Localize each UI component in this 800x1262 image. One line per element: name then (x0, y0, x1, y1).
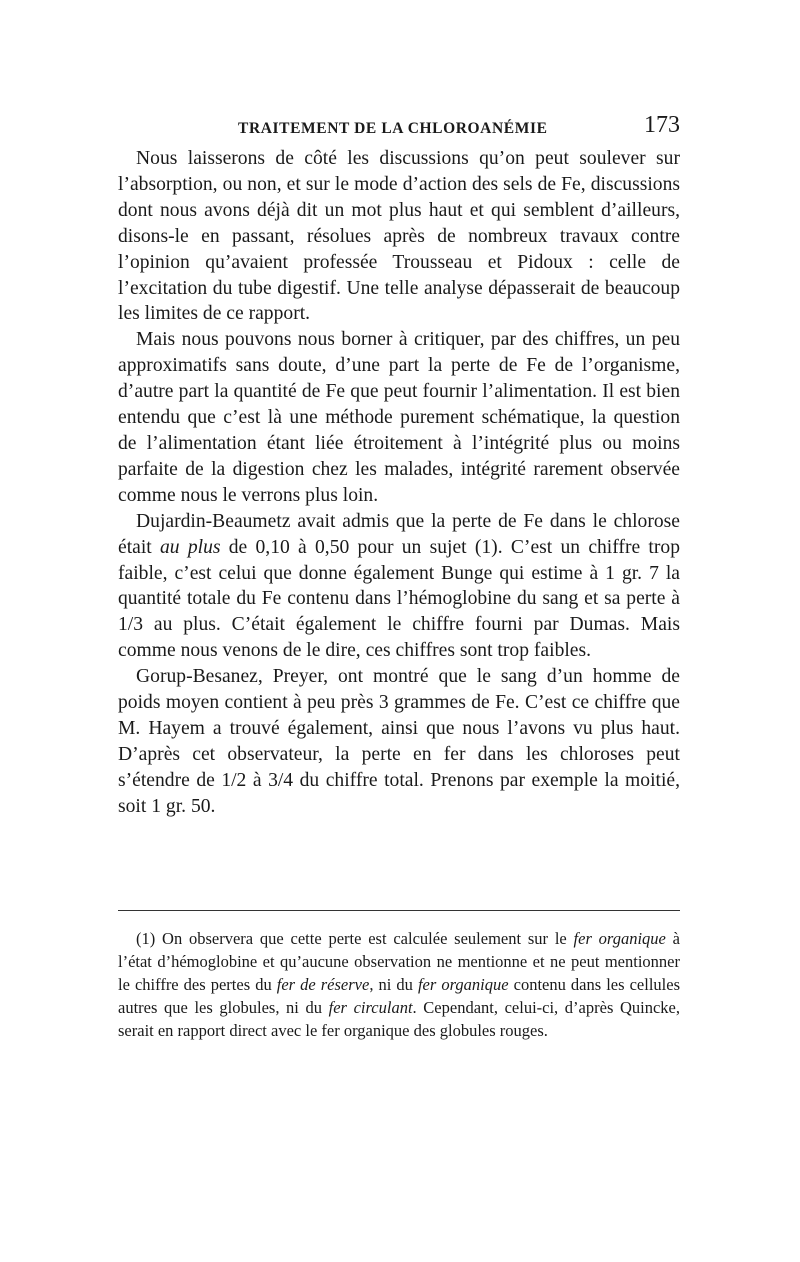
paragraph-3-text-b: de 0,10 à 0,50 pour un sujet (1). C’est un chiffre trop faible, c’est celui que donne également Bunge qui estime à 1 gr. 7 la quantité totale du Fe contenu dans l’hémoglobine du sang et sa perte à 1/3 au plus. C’était également le chiffre fourni par Dumas. Mais comme nous venons de le dire, ces chiffres sont trop faibles. (118, 536, 680, 662)
footnote-text-4: contenu dans les cellules autres que les globules, ni du (118, 975, 681, 1017)
footnote-text-1: (1) On observera que cette perte est calculée seulement sur le (136, 929, 574, 948)
paragraph-3 (118, 509, 680, 664)
paragraph-1: Nous laisserons de côté les discussions qu’on peut soulever sur l’absorption, ou non, et sur le mode d’action des sels de Fe, discussions dont nous avons déjà dit un mot plus haut et qui semblent d’ailleurs, disons-le en passant, résolues après de nombreux travaux contre l’opinion qu’avaient professée Trousseau et Pidoux : celle de l’excitation du tube digestif. Une telle analyse dépasserait de beaucoup les limites de ce rapport. (118, 148, 680, 325)
footnote-italic-2: fer de réserve (276, 975, 370, 994)
running-head (118, 112, 680, 146)
paragraph-2: Mais nous pouvons nous borner à critiquer, par des chiffres, un peu approximatifs sans doute, d’une part la perte de Fe de l’organisme, d’autre part la quantité de Fe que peut fournir l’alimentation. Il est bien entendu que c’est là une méthode purement schématique, la question de l’alimentation étant liée étroitement à l’intégrité plus ou moins parfaite de la digestion chez les malades, intégrité rarement observée comme nous le verrons plus loin. (118, 329, 680, 506)
footnote-text-5: . Cependant, celui-ci, d’après Quincke, serait en rapport direct avec le fer organique des globules rouges. (118, 998, 681, 1040)
paragraph-4: Gorup-Besanez, Preyer, ont montré que le sang d’un homme de poids moyen contient à peu près 3 grammes de Fe. C’est ce chiffre que M. Hayem a trouvé également, ainsi que nous l’avons vu plus haut. D’après cet observateur, la perte en fer dans les chloroses peut s’étendre de 1/2 à 3/4 du chiffre total. Prenons par exemple la moitié, soit 1 gr. 50. (118, 666, 680, 817)
paragraph-3-text-a: Dujardin-Beaumetz avait admis que la perte de Fe dans le chlorose était (118, 510, 680, 558)
footnote-italic-1: fer organique (573, 929, 666, 948)
running-title: TRAITEMENT DE LA CHLOROANÉMIE (238, 120, 548, 137)
body-text (118, 146, 680, 820)
footnote-text-2: à l’état d’hémoglobine et qu’aucune observation ne mentionne et ne peut mentionner le chiffre des pertes du (118, 929, 681, 994)
footnote-rule (118, 910, 680, 911)
page-number: 173 (644, 112, 680, 138)
footnote-text-3: , ni du (369, 975, 418, 994)
footnote-italic-3: fer organique (417, 975, 509, 994)
footnote-italic-4: fer circulant (328, 998, 413, 1017)
footnote (118, 927, 680, 1042)
paragraph-3-emphasis: au plus (159, 536, 221, 558)
